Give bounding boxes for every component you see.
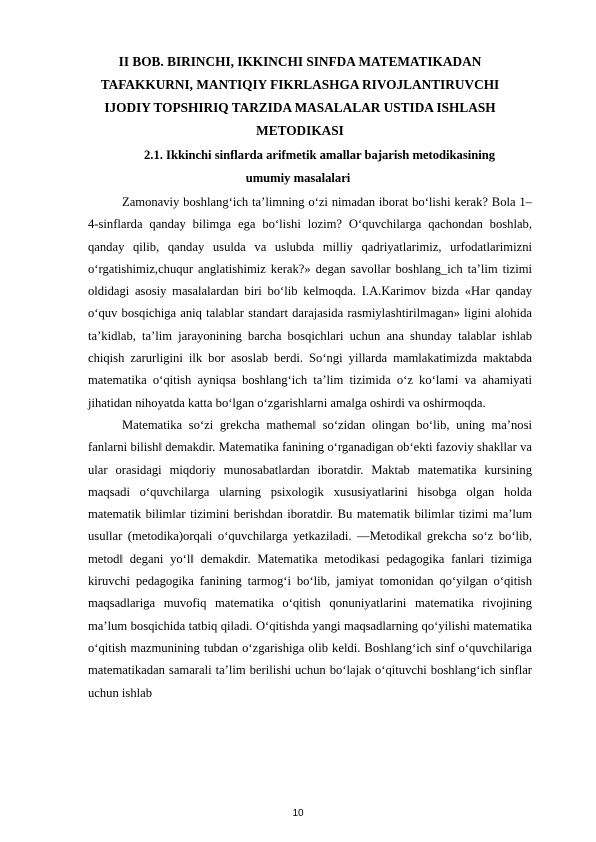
paragraph-2: Matematika so‘zi grekcha mathema‖ so‘zidan olingan bo‘lib, uning ma’nosi fanlarni bilish‖ demakdir. Matematika fanining o‘rganadigan ob‘ekti fazoviy shakllar va ular orasidagi miqdoriy munosabatlardan iboratdir. Maktab matematika kursining maqsadi o‘quvchilarga ularning psixologik xususiyatlarini hisobga olgan holda matematik bilimlar tizimini berishdan iboratdir. Bu matematik bilimlar tizimi ma’lum usullar (metodika)orqali o‘quvchilarga yetkaziladi. ―Metodika‖ grekcha so‘z bo‘lib, metod‖ degani yo‘l‖ demakdir. Matematika metodikasi pedagogika fanlari tizimiga kiruvchi pedagogika fanining tarmog‘i bo‘lib, jamiyat tomonidan qo‘yilgan o‘qitish maqsadlariga muvofiq matematika o‘qitish qonuniyatlarini matematika rivojining ma’lum bosqichida tatbiq qiladi. O‘qitishda yangi maqsadlarning qo‘yilishi matematika o‘qitish mazmunining tubdan o‘zgarishiga olib keldi. Boshlang‘ich sinf o‘quvchilariga matematikadan samarali ta’lim berilishi uchun bo‘lajak o‘qituvchi boshlang‘ich sinflar uchun ishlab (88, 417, 532, 700)
chapter-title-line-3: IJODIY TOPSHIRIQ TARZIDA MASALALAR USTIDA ISHLASH (104, 100, 496, 115)
chapter-title-line-2: TAFAKKURNI, MANTIQIY FIKRLASHGA RIVOJLANTIRUVCHI (100, 77, 500, 92)
paragraph-1: Zamonaviy boshlang‘ich ta’limning o‘zi nimadan iborat bo‘lishi kerak? Bola 1–4-sinflarda qanday bilimga ega bo‘lishi lozim? O‘quvchilarga qachondan boshlab, qanday qilib, qanday usulda va uslubda milliy qadriyatlarimiz, urfodatlarimizni o‘rgatishimiz,chuqur anglatishimiz kerak?» degan savollar boshlang_ich ta’lim tizimi oldidagi asosiy masalalardan biri bo‘lib kelmoqda. I.A.Karimov bizda «Har qanday o‘quv bosqichiga aniq talablar standart darajasida rasmiylashtirilmagan» ligini alohida ta’kidlab, ta’lim jarayonining barcha bosqichlari uchun ana shunday talablar ishlab chiqish zarurligini ilk bor asoslab berdi. So‘ngi yillarda mamlakatimizda maktabda matematika o‘qitish ayniqsa boshlang‘ich ta’lim tizimida o‘z ko‘lami va ahamiyati jihatidan nihoyatda katta bo‘lgan o‘zgarishlarni amalga oshirdi va oshirmoqda. (88, 195, 532, 410)
page-number: 10 (292, 808, 304, 819)
chapter-title-line-1: II BOB. BIRINCHI, IKKINCHI SINFDA MATEMATIKADAN (118, 54, 482, 69)
section-title-line-1: 2.1. Ikkinchi sinflarda arifmetik amallar bajarish metodikasining (144, 148, 496, 162)
body-text (88, 191, 532, 704)
chapter-title-line-4: METODIKASI (256, 123, 344, 138)
section-title-line-2: umumiy masalalari (245, 171, 351, 185)
